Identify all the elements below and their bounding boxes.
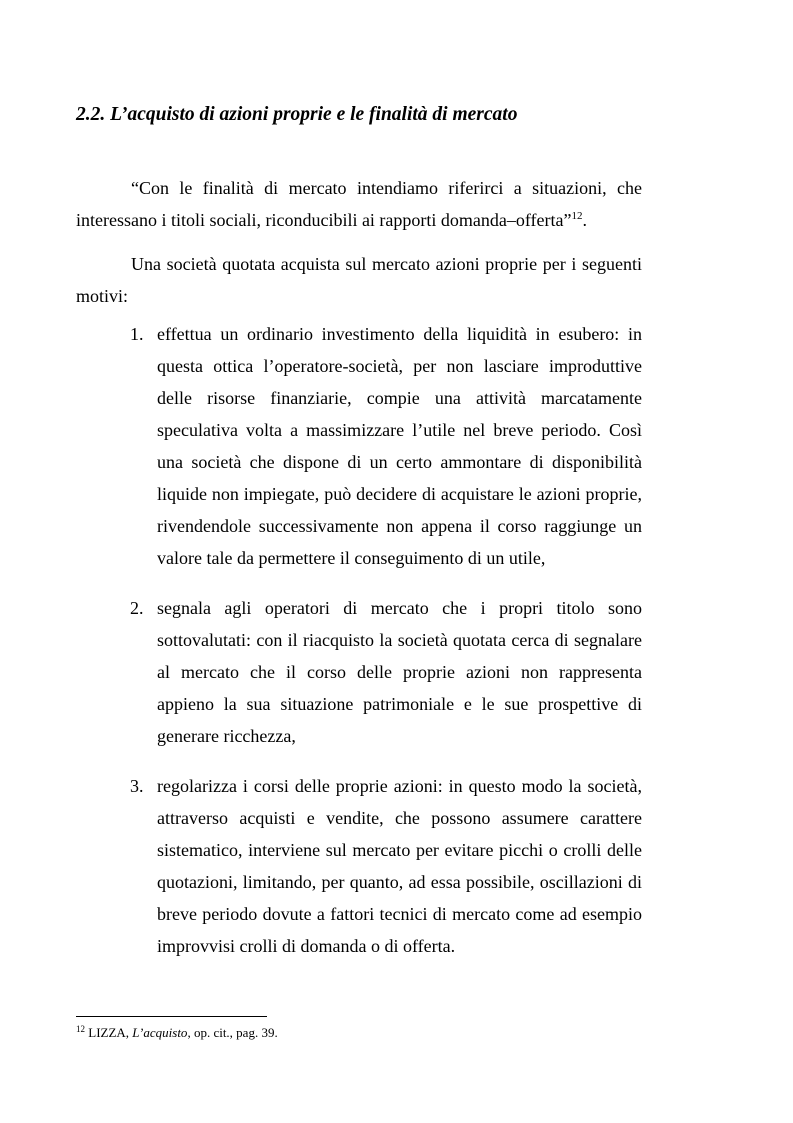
paragraph-quote-end: . (582, 210, 588, 230)
footnote-separator (76, 1016, 267, 1017)
paragraph-intro: Una società quotata acquista sul mercato azioni proprie per i seguenti motivi: (76, 254, 642, 306)
footnote-author: LIZZA, (88, 1025, 133, 1040)
list-item-text: regolarizza i corsi delle proprie azioni: in questo modo la società, attraverso acquisti e vendite, che possono assumere carattere sistematico, interviene sul mercato per evitare picchi o crolli delle quotazioni, limitando, per quanto, ad essa possibile, oscillazioni di breve periodo dovute a fattori tecnici di mercato come ad esempio improvvisi crolli di domanda o di offerta. (157, 776, 642, 956)
footnote-title: L’acquisto (132, 1025, 188, 1040)
section-heading: 2.2. L’acquisto di azioni proprie e le finalità di mercato (76, 104, 518, 125)
list-item (130, 318, 642, 574)
list-item-text: segnala agli operatori di mercato che i propri titolo sono sottovalutati: con il riacquisto la società quotata cerca di segnalare al mercato che il corso delle proprie azioni non rappresenta appieno la sua situazione patrimoniale e le sue prospettive di generare ricchezza, (157, 598, 642, 746)
paragraph-quote-text: “Con le finalità di mercato intendiamo riferirci a situazioni, che interessano i titoli sociali, riconducibili ai rapporti domanda–offerta” (76, 178, 642, 230)
footnote-reference[interactable]: 12 (571, 210, 583, 222)
list-item (130, 770, 642, 962)
footnote-rest: , op. cit., pag. 39. (187, 1025, 278, 1040)
list-item-number: 3. (130, 776, 144, 796)
list-item-text: effettua un ordinario investimento della liquidità in esubero: in questa ottica l’operatore-società, per non lasciare improduttive delle risorse finanziarie, compie una attività marcatamente speculativa volta a massimizzare l’utile nel breve periodo. Così una società che dispone di un certo ammontare di disponibilità liquide non impiegate, può decidere di acquistare le azioni proprie, rivendendole successivamente non appena il corso raggiunge un valore tale da permettere il conseguimento di un utile, (157, 324, 642, 568)
motives-list (130, 318, 642, 980)
list-item-number: 1. (130, 324, 144, 344)
list-item (130, 592, 642, 752)
paragraph-quote (76, 172, 642, 236)
list-item-number: 2. (130, 598, 144, 618)
footnote (76, 1025, 278, 1041)
footnote-number: 12 (76, 1024, 85, 1034)
